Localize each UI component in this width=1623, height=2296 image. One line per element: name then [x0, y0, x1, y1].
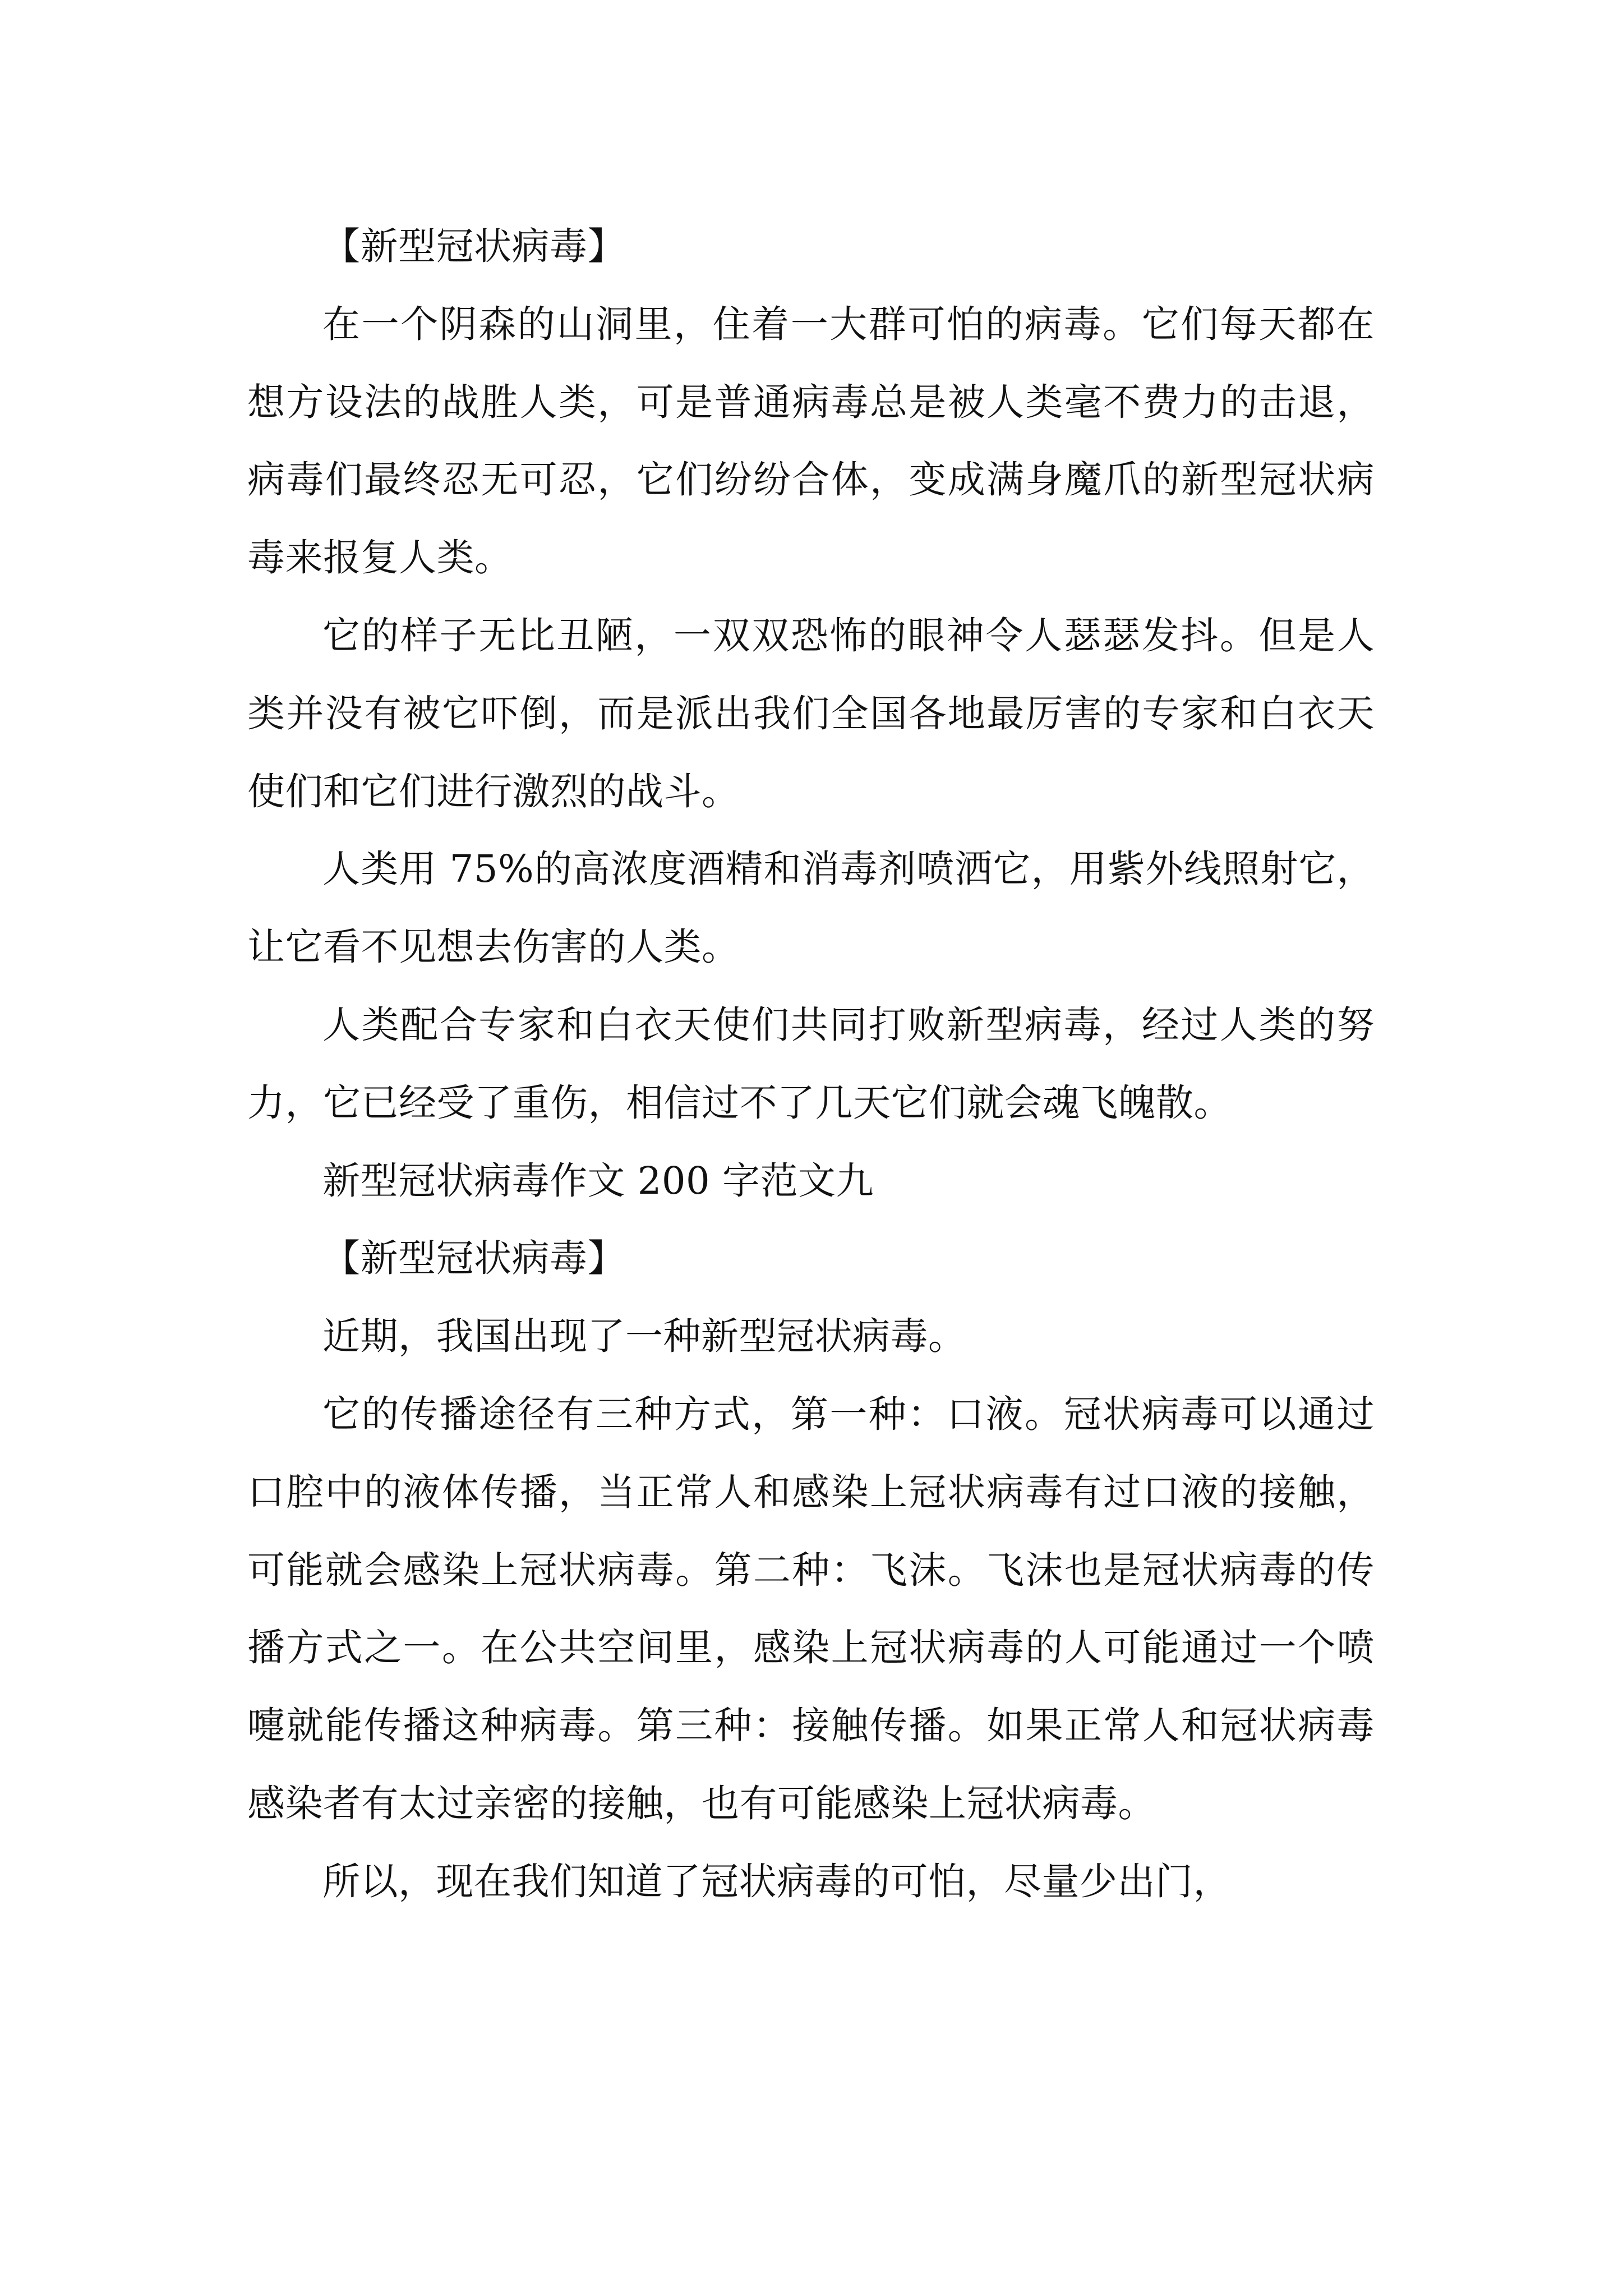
- body-paragraph: 近期，我国出现了一种新型冠状病毒。: [322, 1314, 966, 1359]
- section-heading: 【新型冠状病毒】: [322, 1236, 625, 1281]
- body-paragraph: 在一个阴森的山洞里，住着一大群可怕的病毒。它们每天都在想方设法的战胜人类，可是普通病毒总是被人类毫不费力的击退，病毒们最终忍无可忍，它们纷纷合体，变成满身魔爪的新型冠状病毒来报复人类。: [247, 302, 1375, 580]
- document-body: [247, 208, 1375, 1921]
- body-paragraph: 所以，现在我们知道了冠状病毒的可怕，尽量少出门，: [322, 1859, 1231, 1903]
- body-paragraph: 人类用 75%的高浓度酒精和消毒剂喷洒它，用紫外线照射它，让它看不见想去伤害的人类。: [247, 847, 1375, 969]
- body-paragraph: 它的传播途径有三种方式，第一种：口液。冠状病毒可以通过口腔中的液体传播，当正常人和感染上冠状病毒有过口液的接触，可能就会感染上冠状病毒。第二种：飞沫。飞沫也是冠状病毒的传播方式之一。在公共空间里，感染上冠状病毒的人可能通过一个喷嚏就能传播这种病毒。第三种：接触传播。如果正常人和冠状病毒感染者有太过亲密的接触，也有可能感染上冠状病毒。: [247, 1392, 1375, 1825]
- essay-title: 新型冠状病毒作文 200 字范文九: [322, 1158, 874, 1203]
- section-heading: 【新型冠状病毒】: [322, 224, 625, 268]
- body-paragraph: 它的样子无比丑陋，一双双恐怖的眼神令人瑟瑟发抖。但是人类并没有被它吓倒，而是派出我们全国各地最厉害的专家和白衣天使们和它们进行激烈的战斗。: [247, 613, 1375, 813]
- body-paragraph: 人类配合专家和白衣天使们共同打败新型病毒，经过人类的努力，它已经受了重伤，相信过不了几天它们就会魂飞魄散。: [247, 1002, 1375, 1125]
